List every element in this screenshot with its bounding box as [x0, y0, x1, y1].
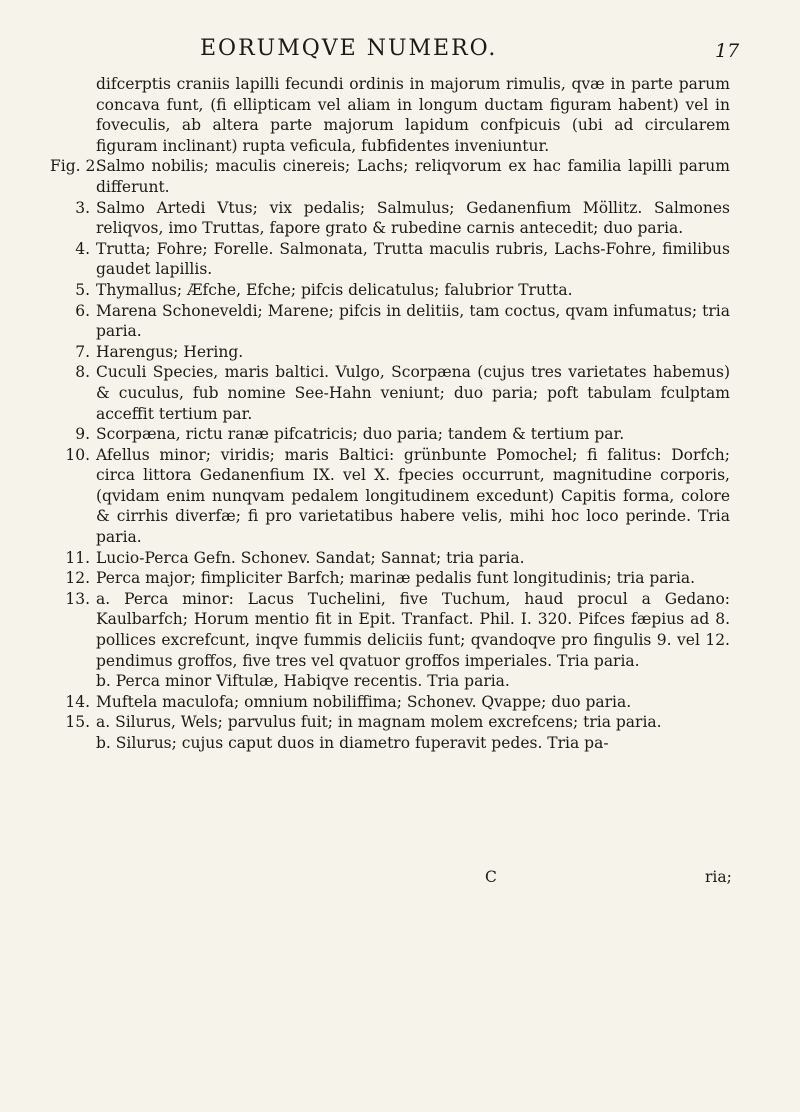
entry-label: 11. [65, 548, 90, 567]
entry-6 [50, 301, 730, 342]
entry-label: 4. [75, 239, 90, 258]
entry-9 [50, 424, 730, 445]
running-title: EORUMQVE NUMERO. [200, 36, 498, 61]
entry-label: 5. [75, 280, 90, 299]
page-number: 17 [715, 40, 740, 62]
entry-11 [50, 548, 730, 569]
entry-text: Harengus; Hering. [96, 342, 244, 361]
entry-label: 15. [65, 713, 90, 732]
entry-text: Trutta; Fohre; Forelle. Salmonata, Trutta maculis rubris, Lachs-Fohre, fimilibus gaudet lapillis. [96, 239, 730, 279]
body-text [50, 74, 730, 754]
entry-13a [50, 589, 730, 671]
intro-paragraph: difcerptis craniis lapilli fecundi ordinis in majorum rimulis, qvæ in parte parum concava funt, (fi ellipticam vel aliam in longum ductam figuram habent) vel in foveculis, ab altera parte majorum lapidum confpicuis (ubi ad circularem figuram inclinant) rupta veficula, fubfidentes inveniuntur. [96, 75, 730, 155]
entry-text: Salmo Artedi Vtus; vix pedalis; Salmulus; Gedanenfium Möllitz. Salmones reliqvos, imo Truttas, fapore grato & rubedine carnis antecedit; duo paria. [96, 198, 730, 238]
entry-text: a. Silurus, Wels; parvulus fuit; in magnam molem excrefcens; tria paria. [96, 713, 662, 732]
entry-14 [50, 692, 730, 713]
catchword: ria; [705, 868, 732, 886]
entry-label: Fig. 2. [50, 157, 101, 176]
entry-text: Cuculi Species, maris baltici. Vulgo, Scorpæna (cujus tres varietates habemus) & cuculus, fub nomine See-Hahn veniunt; duo paria; poft tabulam fculptam acceffit tertium par. [96, 363, 730, 423]
entry-13b [50, 671, 730, 692]
entry-5 [50, 280, 730, 301]
entry-8 [50, 362, 730, 424]
entry-text: Scorpæna, rictu ranæ pifcatricis; duo paria; tandem & tertium par. [96, 425, 625, 444]
entry-text: a. Perca minor: Lacus Tuchelini, five Tuchum, haud procul a Gedano: Kaulbarfch; Horum mentio fit in Epit. Tranfact. Phil. I. 320. Pifces fæpius ad 8. pollices excrefcunt, inqve fummis deliciis funt; qvandoqve pro fingulis 9. vel 12. pendimus groffos, five tres vel qvatuor groffos imperiales. Tria paria. [96, 589, 730, 670]
entry-label: 7. [75, 342, 90, 361]
entry-label: 3. [75, 198, 90, 217]
entry-text: Marena Schoneveldi; Marene; pifcis in delitiis, tam coctus, qvam infumatus; tria paria. [96, 301, 730, 341]
entry-text: Lucio-Perca Gefn. Schonev. Sandat; Sannat; tria paria. [96, 548, 525, 567]
signature-mark: C [485, 868, 497, 886]
entry-text: Salmo nobilis; maculis cinereis; Lachs; reliqvorum ex hac familia lapilli parum differunt. [96, 157, 730, 196]
entry-7 [50, 342, 730, 363]
running-head [0, 36, 800, 66]
entry-label: 14. [65, 692, 90, 711]
entry-label: 8. [75, 363, 90, 382]
entry-text: b. Perca minor Viftulæ, Habiqve recentis. Tria paria. [96, 672, 510, 691]
entry-label: 12. [65, 569, 90, 588]
entry-3 [50, 198, 730, 239]
entry-15b [50, 733, 730, 754]
entry-text: b. Silurus; cujus caput duos in diametro fuperavit pedes. Tria pa- [96, 734, 609, 752]
entry-text: Thymallus; Æfche, Efche; pifcis delicatulus; falubrior Trutta. [96, 280, 573, 299]
entry-label: 9. [75, 425, 90, 444]
entry-4 [50, 239, 730, 280]
entry-10 [50, 445, 730, 548]
entry-fig-2 [50, 156, 730, 197]
entry-12 [50, 568, 730, 589]
entry-text: Afellus minor; viridis; maris Baltici: grünbunte Pomochel; fi falitus: Dorfch; circa littora Gedanenfium IX. vel X. fpecies occurrunt, magnitudine corporis, (qvidam enim nunqvam pedalem longitudinem excedunt) Capitis forma, colore & cirrhis diverfæ; fi pro varietatibus habere velis, mihi hoc loco perinde. Tria paria. [96, 445, 730, 547]
entry-label: 6. [75, 301, 90, 320]
entry-15a [50, 712, 730, 733]
entry-text: Muftela maculofa; omnium nobiliffima; Schonev. Qvappe; duo paria. [96, 692, 632, 711]
entry-label: 10. [65, 445, 90, 464]
entry-label: 13. [65, 589, 90, 608]
entry-text: Perca major; fimpliciter Barfch; marinæ pedalis funt longitudinis; tria paria. [96, 569, 696, 588]
